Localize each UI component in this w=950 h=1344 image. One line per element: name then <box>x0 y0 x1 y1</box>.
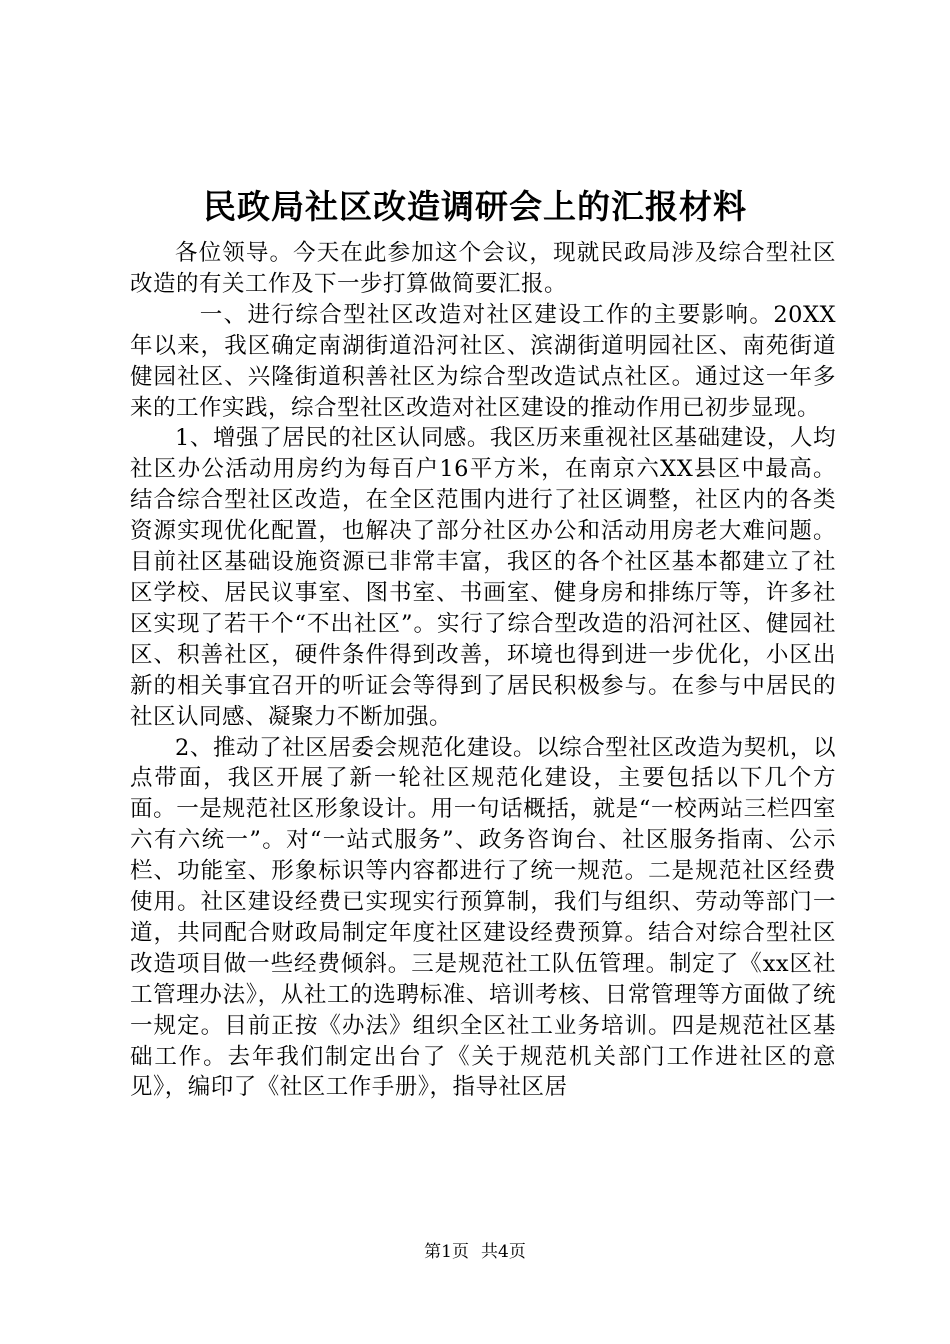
paragraph-point-2: 2、推动了社区居委会规范化建设。以综合型社区改造为契机，以点带面，我区开展了新一轮社区规范化建设，主要包括以下几个方面。一是规范社区形象设计。用一句话概括，就是“一校两站三栏四室六有六统一”。对“一站式服务”、政务咨询台、社区服务指南、公示栏、功能室、形象标识等内容都进行了统一规范。二是规范社区经费使用。社区建设经费已实现实行预算制，我们与组织、劳动等部门一道，共同配合财政局制定年度社区建设经费预算。结合对综合型社区改造项目做一些经费倾斜。三是规范社工队伍管理。制定了《xx区社工管理办法》，从社工的选聘标准、培训考核、日常管理等方面做了统一规定。目前正按《办法》组织全区社工业务培训。四是规范社区基础工作。去年我们制定出台了《关于规范机关部门工作进社区的意见》，编印了《社区工作手册》，指导社区居 <box>130 734 836 1101</box>
paragraph-point-1: 1、增强了居民的社区认同感。我区历来重视社区基础建设，人均社区办公活动用房约为每百户16平方米，在南京六XX县区中最高。结合综合型社区改造，在全区范围内进行了社区调整，社区内的各类资源实现优化配置，也解决了部分社区办公和活动用房老大难问题。目前社区基础设施资源已非常丰富，我区的各个社区基本都建立了社区学校、居民议事室、图书室、书画室、健身房和排练厅等，许多社区实现了若干个“不出社区”。实行了综合型改造的沿河社区、健园社区、积善社区，硬件条件得到改善，环境也得到进一步优化，小区出新的相关事宜召开的听证会等得到了居民积极参与。在参与中居民的社区认同感、凝聚力不断加强。 <box>130 425 836 730</box>
page-number: 第1页 <box>424 1242 469 1262</box>
paragraph-section-1: 一、进行综合型社区改造对社区建设工作的主要影响。20XX年以来，我区确定南湖街道沿河社区、滨湖街道明园社区、南苑街道健园社区、兴隆街道积善社区为综合型改造试点社区。通过这一年多来的工作实践，综合型社区改造对社区建设的推动作用已初步显现。 <box>130 301 836 421</box>
document-body <box>130 238 836 1103</box>
document-title: 民政局社区改造调研会上的汇报材料 <box>203 187 747 226</box>
page-total: 共4页 <box>481 1242 526 1262</box>
paragraph-greeting: 各位领导。今天在此参加这个会议，现就民政局涉及综合型社区改造的有关工作及下一步打算做简要汇报。 <box>130 240 836 297</box>
page-footer <box>0 1240 950 1264</box>
